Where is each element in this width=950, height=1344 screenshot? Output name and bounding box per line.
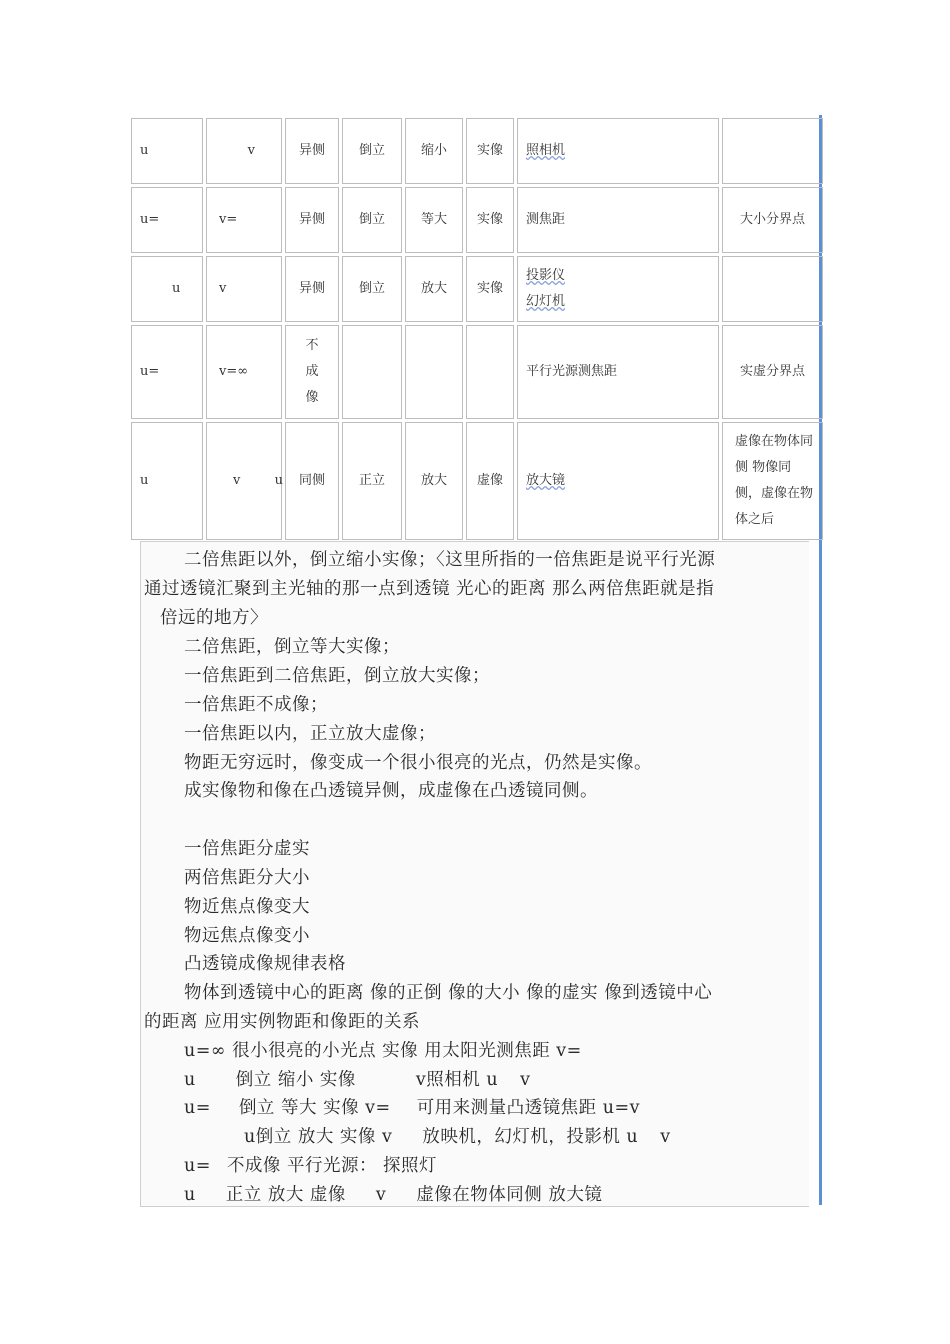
- cell-application: 测焦距: [517, 187, 719, 253]
- text-fragment: 倒立 等大 实像 v=: [238, 1098, 391, 1118]
- cell-note: 大小分界点: [722, 187, 823, 253]
- cell-side: 异侧: [285, 187, 339, 253]
- text-line: 二倍焦距以外，倒立缩小实像；〈这里所指的一倍焦距是说平行光源: [184, 550, 716, 570]
- image-distance-relation: u: [274, 473, 284, 488]
- cell-image-distance: [206, 422, 282, 540]
- cell-application: [517, 118, 719, 184]
- cell-object-distance: u: [131, 118, 203, 184]
- cell-note: [722, 118, 823, 184]
- text-line: 通过透镜汇聚到主光轴的那一点到透镜 光心的距离 那么两倍焦距就是指: [144, 579, 715, 599]
- text-line: 物距无穷远时，像变成一个很小很亮的光点，仍然是实像。: [184, 753, 652, 773]
- text-line: 倍远的地方〉: [160, 608, 268, 628]
- application-link: 放大镜: [526, 473, 566, 488]
- text-line: 成实像物和像在凸透镜异侧，成虚像在凸透镜同侧。: [184, 781, 598, 801]
- application-link: 照相机: [526, 143, 566, 158]
- cell-application: [517, 256, 719, 322]
- text-fragment: 放映机，幻灯机，投影机 u: [422, 1127, 639, 1147]
- cell-orientation: 倒立: [342, 187, 402, 253]
- cell-orientation: 倒立: [342, 118, 402, 184]
- cell-note: 虚像在物体同侧 物像同侧，虚像在物体之后: [722, 422, 823, 540]
- text-line: 物体到透镜中心的距离 像的正倒 像的大小 像的虚实 像到透镜中心: [184, 983, 713, 1003]
- cell-image-kind: 实像: [466, 118, 514, 184]
- cell-object-distance: u=: [131, 325, 203, 419]
- image-distance-text: v: [233, 473, 241, 488]
- table-row: [131, 118, 823, 184]
- cell-image-distance: v: [206, 256, 282, 322]
- table-row: [131, 422, 823, 540]
- text-line: 两倍焦距分大小: [184, 868, 310, 888]
- text-fragment: u倒立 放大 实像 v: [244, 1127, 393, 1147]
- cell-size: 放大: [405, 422, 463, 540]
- cell-orientation: [342, 325, 402, 419]
- cell-image-distance: v=: [206, 187, 282, 253]
- text-line: [244, 1123, 671, 1148]
- text-line: 一倍焦距到二倍焦距，倒立放大实像；: [184, 666, 490, 686]
- cell-side: 不成像: [285, 325, 339, 419]
- text-line: 物远焦点像变小: [184, 926, 310, 946]
- cell-object-distance: u=: [131, 187, 203, 253]
- text-fragment: v: [375, 1185, 387, 1205]
- text-line: [184, 1066, 531, 1091]
- cell-note: [722, 256, 823, 322]
- text-line: 的距离 应用实例物距和像距的关系: [144, 1012, 421, 1032]
- text-fragment: v: [660, 1127, 671, 1147]
- table-row: [131, 187, 823, 253]
- text-fragment: u=: [184, 1098, 211, 1118]
- table-row: [131, 325, 823, 419]
- text-fragment: 倒立 缩小 实像: [235, 1070, 356, 1090]
- text-fragment: 正立 放大 虚像: [225, 1185, 346, 1205]
- application-link-2: 幻灯机: [526, 294, 566, 309]
- lens-imaging-table: [128, 115, 826, 543]
- text-fragment: u=: [184, 1156, 211, 1176]
- cell-application: 平行光源测焦距: [517, 325, 719, 419]
- text-line: 一倍焦距以内，正立放大虚像；: [184, 724, 436, 744]
- cell-image-kind: 实像: [466, 187, 514, 253]
- cell-size: 放大: [405, 256, 463, 322]
- cell-image-kind: [466, 325, 514, 419]
- text-fragment: u: [184, 1185, 196, 1205]
- text-fragment: v: [520, 1070, 531, 1090]
- text-line: 一倍焦距不成像；: [184, 695, 328, 715]
- cell-size: 等大: [405, 187, 463, 253]
- text-fragment: u: [184, 1070, 196, 1090]
- cell-image-distance: v=∞: [206, 325, 282, 419]
- cell-application: [517, 422, 719, 540]
- text-fragment: 可用来测量凸透镜焦距 u=v: [416, 1098, 641, 1118]
- text-line: [184, 1094, 640, 1119]
- cell-side: 异侧: [285, 118, 339, 184]
- application-link: 投影仪: [526, 268, 566, 283]
- text-fragment: 不成像 平行光源： 探照灯: [226, 1156, 438, 1176]
- text-line: 凸透镜成像规律表格: [184, 954, 346, 974]
- cell-object-distance: u: [131, 256, 203, 322]
- cell-size: [405, 325, 463, 419]
- cell-side: 同侧: [285, 422, 339, 540]
- text-line: 物近焦点像变大: [184, 897, 310, 917]
- cell-image-distance: [206, 118, 282, 184]
- cell-image-kind: 虚像: [466, 422, 514, 540]
- text-fragment: 虚像在物体同侧 放大镜: [416, 1185, 603, 1205]
- text-line: 二倍焦距，倒立等大实像；: [184, 637, 400, 657]
- image-distance-text: v: [247, 143, 255, 158]
- cell-object-distance: u: [131, 422, 203, 540]
- table-row: [131, 256, 823, 322]
- text-line: [184, 1181, 602, 1206]
- cell-orientation: 倒立: [342, 256, 402, 322]
- cell-side: 异侧: [285, 256, 339, 322]
- cell-note: 实虚分界点: [722, 325, 823, 419]
- cell-size: 缩小: [405, 118, 463, 184]
- text-line: 一倍焦距分虚实: [184, 839, 310, 859]
- text-fragment: v照相机 u: [415, 1070, 499, 1090]
- text-line: [184, 1152, 437, 1177]
- cell-orientation: 正立: [342, 422, 402, 540]
- cell-image-kind: 实像: [466, 256, 514, 322]
- text-line: u=∞ 很小很亮的小光点 实像 用太阳光测焦距 v=: [184, 1041, 582, 1061]
